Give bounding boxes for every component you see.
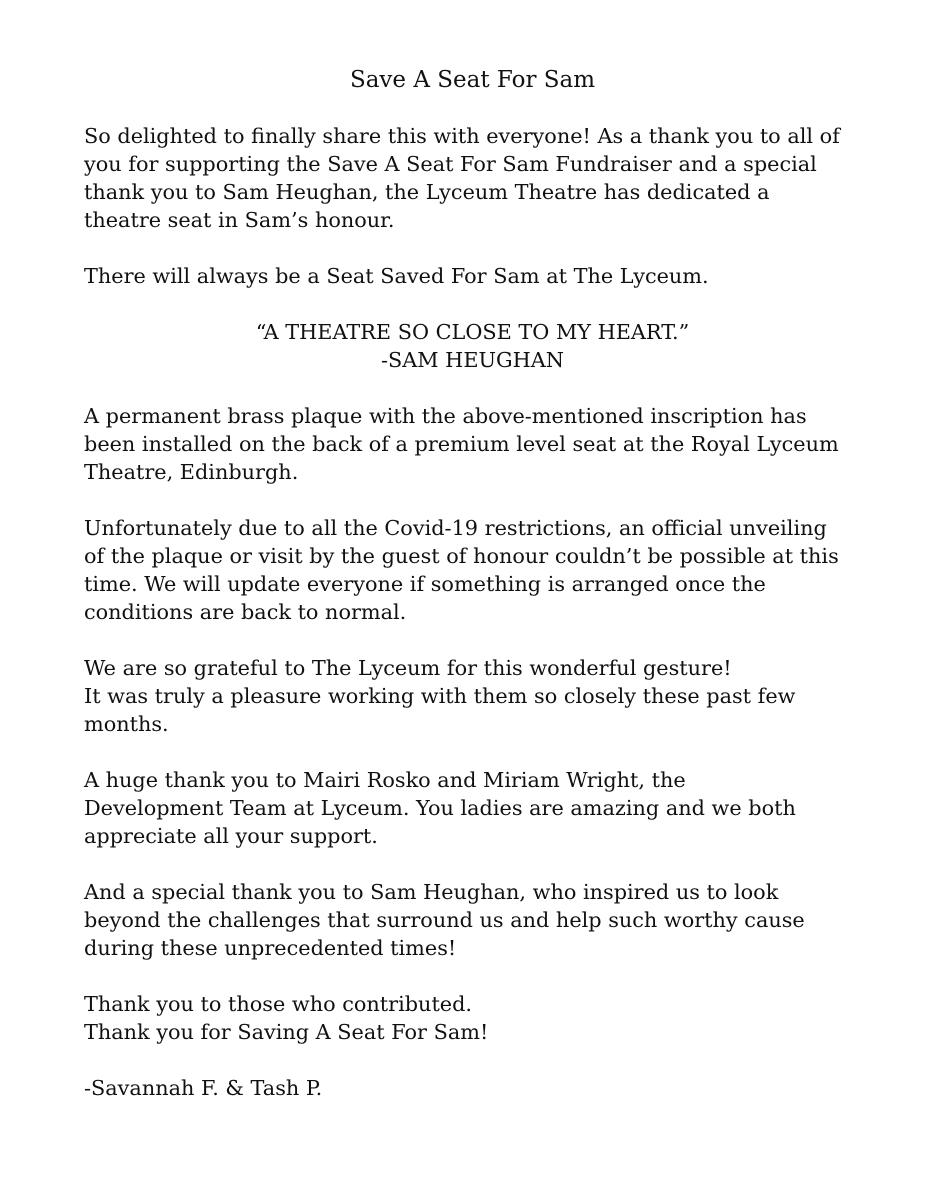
paragraph-5-line-3: months.	[84, 712, 169, 736]
paragraph-4-line-4: conditions are back to normal.	[84, 600, 407, 624]
paragraph-3-line-1: A permanent brass plaque with the above-mentioned inscription has	[84, 404, 807, 428]
paragraph-1-line-3: thank you to Sam Heughan, the Lyceum Theatre has dedicated a	[84, 180, 770, 204]
paragraph-7-line-1: And a special thank you to Sam Heughan, who inspired us to look	[84, 880, 779, 904]
paragraph-1-line-1: So delighted to finally share this with everyone! As a thank you to all of	[84, 124, 840, 148]
paragraph-8-line-2: Thank you for Saving A Seat For Sam!	[84, 1020, 489, 1044]
document-title: Save A Seat For Sam	[349, 67, 596, 93]
paragraph-6-line-2: Development Team at Lyceum. You ladies are amazing and we both	[84, 796, 796, 820]
paragraph-7-line-2: beyond the challenges that surround us and help such worthy cause	[84, 908, 805, 932]
paragraph-7-line-3: during these unprecedented times!	[84, 936, 457, 960]
paragraph-8-line-1: Thank you to those who contributed.	[84, 992, 473, 1016]
paragraph-6-line-3: appreciate all your support.	[84, 824, 378, 848]
paragraph-3-line-2: been installed on the back of a premium level seat at the Royal Lyceum	[84, 432, 839, 456]
paragraph-1-line-4: theatre seat in Sam’s honour.	[84, 208, 395, 232]
paragraph-1-line-2: you for supporting the Save A Seat For Sam Fundraiser and a special	[84, 152, 817, 176]
paragraph-4-line-3: time. We will update everyone if something is arranged once the	[84, 572, 766, 596]
quote-attribution: -SAM HEUGHAN	[380, 348, 564, 372]
paragraph-2-line-1: There will always be a Seat Saved For Sam at The Lyceum.	[84, 264, 709, 288]
paragraph-5-line-1: We are so grateful to The Lyceum for this wonderful gesture!	[84, 656, 732, 680]
paragraph-4-line-1: Unfortunately due to all the Covid-19 restrictions, an official unveiling	[84, 516, 827, 540]
signature: -Savannah F. & Tash P.	[84, 1076, 323, 1100]
paragraph-3-line-3: Theatre, Edinburgh.	[84, 460, 299, 484]
paragraph-4-line-2: of the plaque or visit by the guest of honour couldn’t be possible at this	[84, 544, 839, 568]
paragraph-6-line-1: A huge thank you to Mairi Rosko and Miriam Wright, the	[84, 768, 686, 792]
quote-text: “A THEATRE SO CLOSE TO MY HEART.”	[255, 320, 690, 344]
paragraph-5-line-2: It was truly a pleasure working with them so closely these past few	[84, 684, 796, 708]
